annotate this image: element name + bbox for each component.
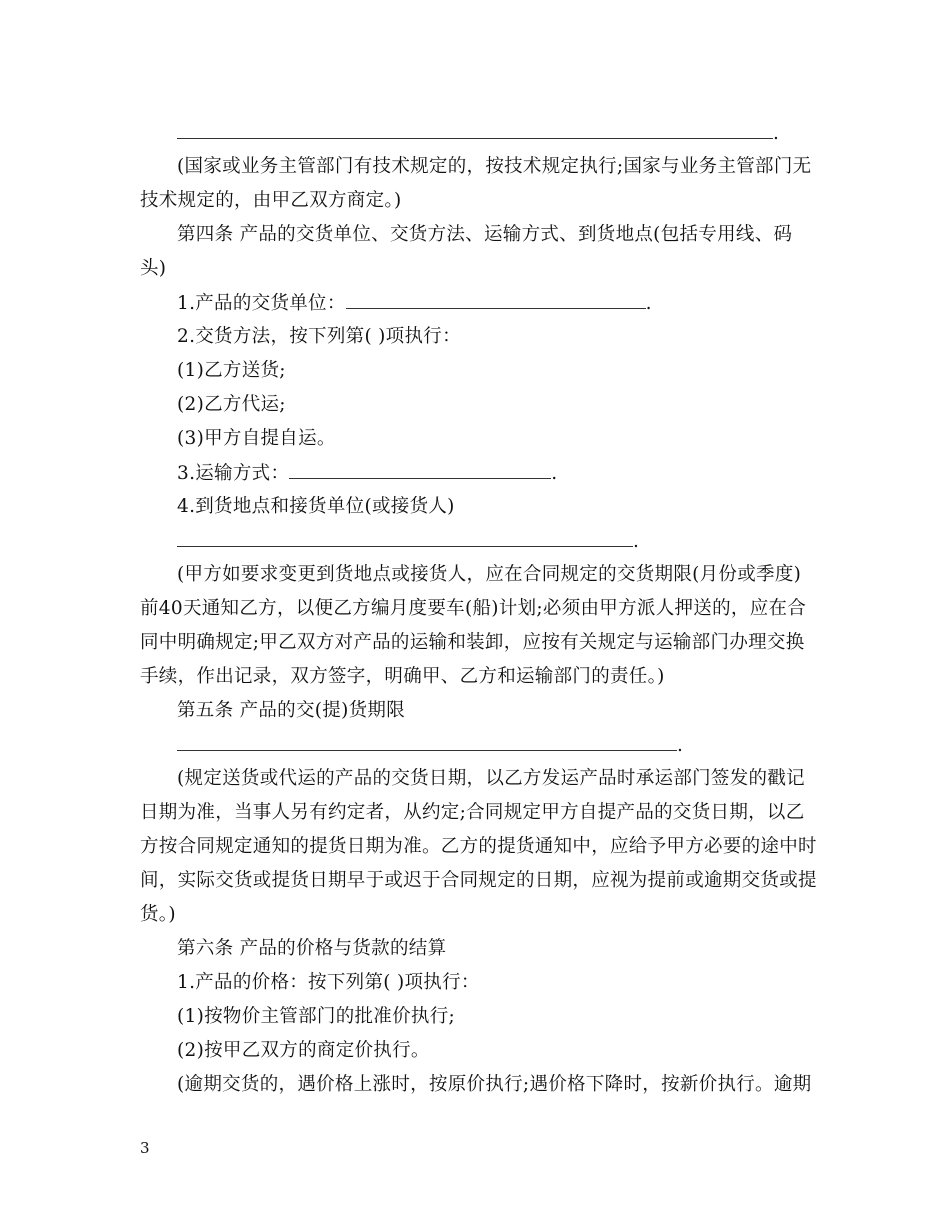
article-heading: 第四条 产品的交货单位、交货方法、运输方式、到货地点(包括专用线、码 [177,224,793,245]
clause-text: 3.运输方式： [177,463,290,484]
paragraph-line: 技术规定的，由甲乙双方商定。) [140,190,402,211]
paragraph-line: 头) [140,258,167,279]
paragraph-line: (逾期交货的，遇价格上涨时，按原价执行;遇价格下降时，按新价执行。逾期 [177,1074,812,1095]
option-line: (1)按物价主管部门的批准价执行; [177,1006,456,1027]
blank-underline [346,286,646,309]
paragraph-line: 同中明确规定;甲乙双方对产品的运输和装卸，应按有关规定与运输部门办理交换 [140,632,805,653]
option-line: (2)乙方代运; [177,394,286,415]
period: . [677,735,684,756]
clause-line: 1.产品的价格：按下列第( )项执行： [177,972,480,993]
page-number: 3 [140,1139,150,1157]
paragraph-line: 货。) [140,904,176,925]
period: . [773,123,780,144]
article-heading: 第六条 产品的价格与货款的结算 [177,938,447,959]
paragraph-line: (规定送货或代运的产品的交货日期，以乙方发运产品时承运部门签发的戳记 [177,768,805,789]
option-line: (1)乙方送货; [177,360,286,381]
clause-text: 1.产品的交货单位： [177,293,346,314]
blank-underline [177,116,773,139]
clause-line [177,456,812,491]
fill-blank-line [177,728,812,763]
clause-line: 4.到货地点和接货单位(或接货人) [177,496,455,517]
period: . [645,293,652,314]
fill-blank-line [177,524,812,559]
paragraph-line: 方按合同规定通知的提货日期为准。乙方的提货通知中，应给予甲方必要的途中时 [140,836,817,857]
clause-line: 2.交货方法，按下列第( )项执行： [177,326,461,347]
option-line: (3)甲方自提自运。 [177,428,336,449]
article-heading: 第五条 产品的交(提)货期限 [177,700,406,721]
paragraph-line: (国家或业务主管部门有技术规定的，按技术规定执行;国家与业务主管部门无 [177,156,812,177]
blank-underline [177,728,677,751]
period: . [633,531,640,552]
paragraph-line: 间，实际交货或提货日期早于或迟于合同规定的日期，应视为提前或逾期交货或提 [140,870,817,891]
blank-underline [177,524,633,547]
blank-underline [289,456,551,479]
paragraph-line: (甲方如要求变更到货地点或接货人，应在合同规定的交货期限(月份或季度) [177,564,802,585]
paragraph-line: 前40天通知乙方，以便乙方编月度要车(船)计划;必须由甲方派人押送的，应在合 [140,598,807,619]
option-line: (2)按甲乙双方的商定价执行。 [177,1040,430,1061]
clause-line [177,286,812,321]
paragraph-line: 手续，作出记录，双方签字，明确甲、乙方和运输部门的责任。) [140,666,665,687]
fill-blank-line [177,116,812,151]
period: . [551,463,558,484]
paragraph-line: 日期为准，当事人另有约定者，从约定;合同规定甲方自提产品的交货日期，以乙 [140,802,805,823]
